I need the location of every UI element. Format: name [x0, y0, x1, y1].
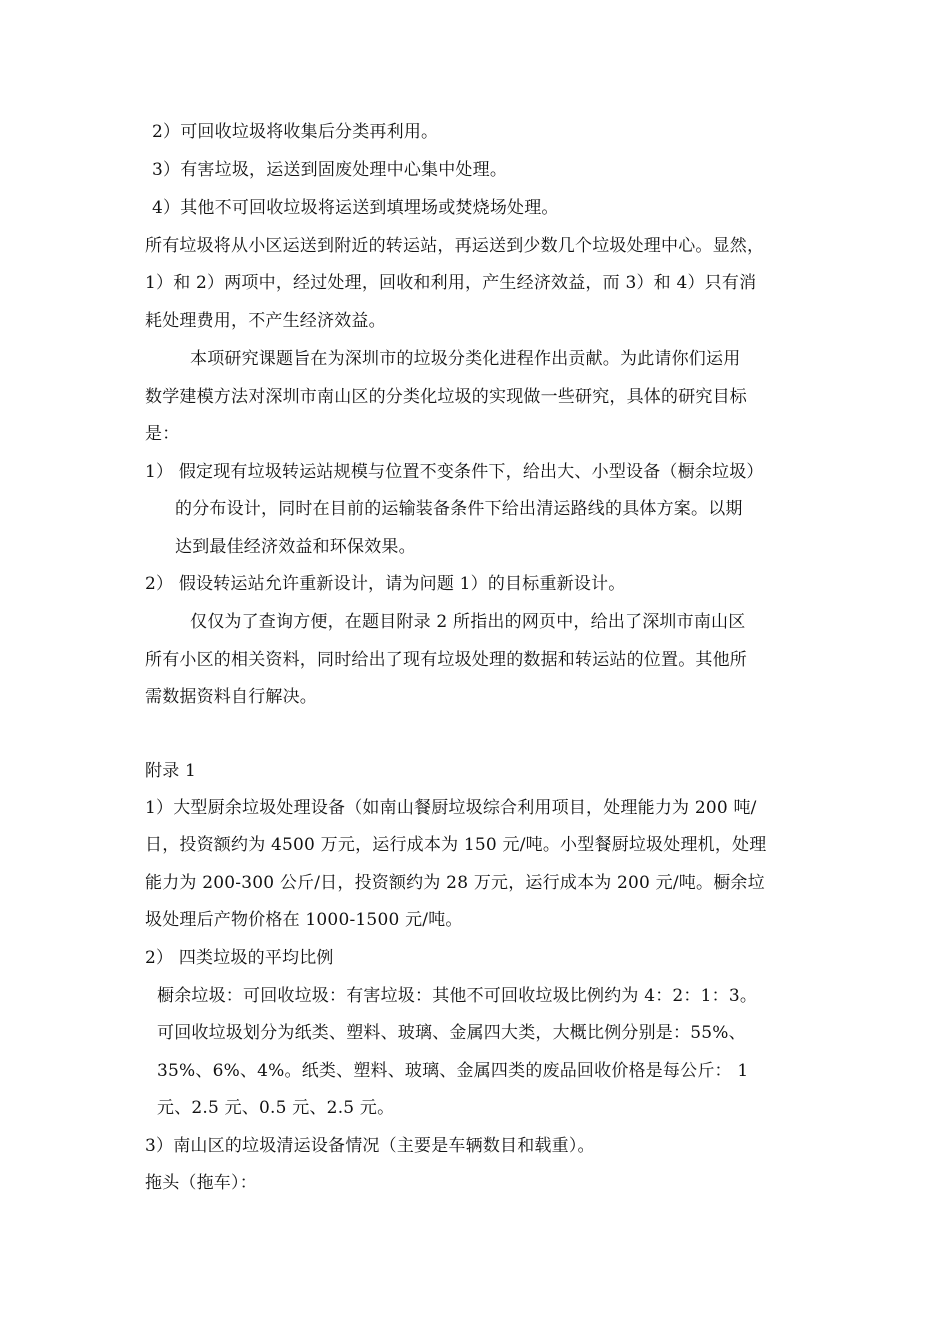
appendix-item-3: 3）南山区的垃圾清运设备情况（主要是车辆数目和载重）。: [145, 1136, 595, 1156]
paragraph-line: 拖头（拖车）：: [145, 1173, 257, 1193]
paragraph-line: 本项研究课题旨在为深圳市的垃圾分类化进程作出贡献。为此请你们运用: [190, 349, 741, 369]
appendix-item-1-cont: 能力为 200-300 公斤/日，投资额约为 28 万元，运行成本为 200 元/吨。橱余垃: [145, 873, 765, 893]
appendix-item-2-detail: 橱余垃圾：可回收垃圾：有害垃圾：其他不可回收垃圾比例约为 4：2：1：3。: [157, 986, 758, 1006]
appendix-item-2-detail: 可回收垃圾划分为纸类、塑料、玻璃、金属四大类，大概比例分别是：55%、: [157, 1023, 746, 1043]
objective-item-1-cont: 达到最佳经济效益和环保效果。: [175, 537, 416, 557]
paragraph-line: 仅仅为了查询方便，在题目附录 2 所指出的网页中，给出了深圳市南山区: [190, 612, 746, 632]
objective-item-1: 1） 假定现有垃圾转运站规模与位置不变条件下，给出大、小型设备（橱余垃圾）: [145, 462, 764, 482]
appendix-heading: 附录 1: [145, 761, 197, 781]
appendix-item-1-cont: 圾处理后产物价格在 1000-1500 元/吨。: [145, 910, 463, 930]
appendix-item-2-detail: 35%、6%、4%。纸类、塑料、玻璃、金属四类的废品回收价格是每公斤： 1: [157, 1061, 749, 1081]
paragraph-line: 耗处理费用，不产生经济效益。: [145, 311, 386, 331]
appendix-item-2: 2） 四类垃圾的平均比例: [145, 948, 334, 968]
appendix-item-1: 1）大型厨余垃圾处理设备（如南山餐厨垃圾综合利用项目，处理能力为 200 吨/: [145, 798, 757, 818]
objective-item-2: 2） 假设转运站允许重新设计，请为问题 1）的目标重新设计。: [145, 574, 626, 594]
list-item-2: 2）可回收垃圾将收集后分类再利用。: [152, 122, 439, 142]
paragraph-line: 需数据资料自行解决。: [145, 687, 317, 707]
appendix-item-1-cont: 日，投资额约为 4500 万元，运行成本为 150 元/吨。小型餐厨垃圾处理机，处理: [145, 835, 767, 855]
list-item-3: 3）有害垃圾，运送到固废处理中心集中处理。: [152, 160, 508, 180]
appendix-item-2-detail: 元、2.5 元、0.5 元、2.5 元。: [157, 1098, 395, 1118]
paragraph-line: 数学建模方法对深圳市南山区的分类化垃圾的实现做一些研究，具体的研究目标: [145, 387, 747, 407]
paragraph-line: 所有小区的相关资料，同时给出了现有垃圾处理的数据和转运站的位置。其他所: [145, 650, 747, 670]
paragraph-line: 是：: [145, 424, 180, 444]
paragraph-line: 1）和 2）两项中，经过处理，回收和利用，产生经济效益，而 3）和 4）只有消: [145, 273, 757, 293]
objective-item-1-cont: 的分布设计，同时在目前的运输装备条件下给出清运路线的具体方案。以期: [175, 499, 743, 519]
paragraph-line: 所有垃圾将从小区运送到附近的转运站，再运送到少数几个垃圾处理中心。显然，: [145, 236, 765, 256]
list-item-4: 4）其他不可回收垃圾将运送到填埋场或焚烧场处理。: [152, 198, 559, 218]
